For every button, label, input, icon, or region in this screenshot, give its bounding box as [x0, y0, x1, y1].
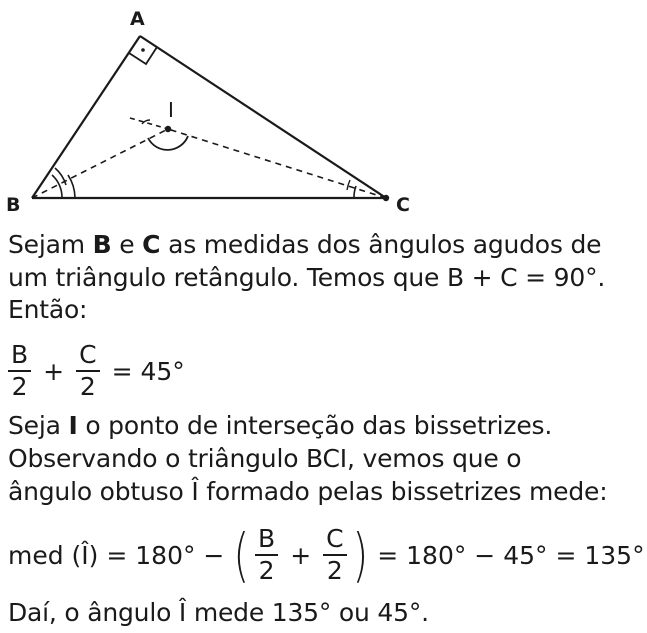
- text-sejam: Sejam: [8, 230, 93, 259]
- equals-45: = 45°: [111, 356, 185, 386]
- text-line-1: [8, 230, 601, 260]
- numerator-b: B: [8, 340, 31, 372]
- vertex-label-a: A: [130, 8, 145, 30]
- med-i-180: med (Î) = 180° −: [8, 540, 225, 570]
- denominator-2: 2: [326, 556, 343, 585]
- text-line-7: Daí, o ângulo Î mede 135° ou 45°.: [8, 598, 429, 627]
- equation-1: [8, 340, 185, 402]
- text-line-4: [8, 411, 552, 441]
- side-ab: [32, 36, 140, 198]
- vertex-label-b: B: [6, 194, 21, 216]
- text-line-3: Então:: [8, 295, 88, 324]
- open-paren: (: [233, 521, 250, 589]
- text-medidas: as medidas dos ângulos agudos de: [160, 230, 602, 259]
- incenter-point: [165, 126, 171, 132]
- angle-arc-c-2: [347, 180, 350, 190]
- text-intersecao: o ponto de interseção das bissetrizes.: [77, 411, 553, 440]
- numerator-b: B: [255, 524, 278, 556]
- fraction-b-over-2: [8, 340, 31, 402]
- right-angle-dot: [141, 48, 145, 52]
- denominator-2: 2: [79, 372, 96, 401]
- plus-sign: +: [290, 540, 312, 570]
- triangle-figure: [0, 0, 647, 225]
- vertex-label-c: C: [396, 194, 410, 216]
- vertex-c-point: [383, 195, 389, 201]
- angle-arc-i: [148, 136, 188, 150]
- text-line-5: Observando o triângulo BCI, vemos que o: [8, 444, 522, 473]
- incenter-label: I: [168, 98, 174, 122]
- bold-i: I: [68, 411, 78, 440]
- fraction-b-over-2: [255, 524, 278, 586]
- text-line-2: um triângulo retângulo. Temos que B + C = 90°.: [8, 263, 606, 292]
- bold-c: C: [142, 230, 161, 259]
- text-line-6: ângulo obtuso Î formado pelas bissetrizes mede:: [8, 477, 608, 506]
- plus-sign: +: [43, 356, 65, 386]
- equation-2: [8, 521, 645, 589]
- close-paren: ): [352, 521, 368, 589]
- equals-135: = 180° − 45° = 135°: [377, 540, 645, 570]
- numerator-c: C: [323, 524, 346, 556]
- bisector-c: [168, 129, 386, 198]
- bold-b: B: [92, 230, 112, 259]
- denominator-2: 2: [258, 556, 275, 585]
- fraction-c-over-2: [323, 524, 346, 586]
- bisector-b: [32, 129, 168, 198]
- text-seja: Seja: [8, 411, 69, 440]
- side-ac: [140, 36, 386, 198]
- denominator-2: 2: [11, 372, 28, 401]
- fraction-c-over-2: [76, 340, 99, 402]
- numerator-c: C: [76, 340, 99, 372]
- angle-arc-b-3: [55, 168, 66, 185]
- text-e: e: [111, 230, 143, 259]
